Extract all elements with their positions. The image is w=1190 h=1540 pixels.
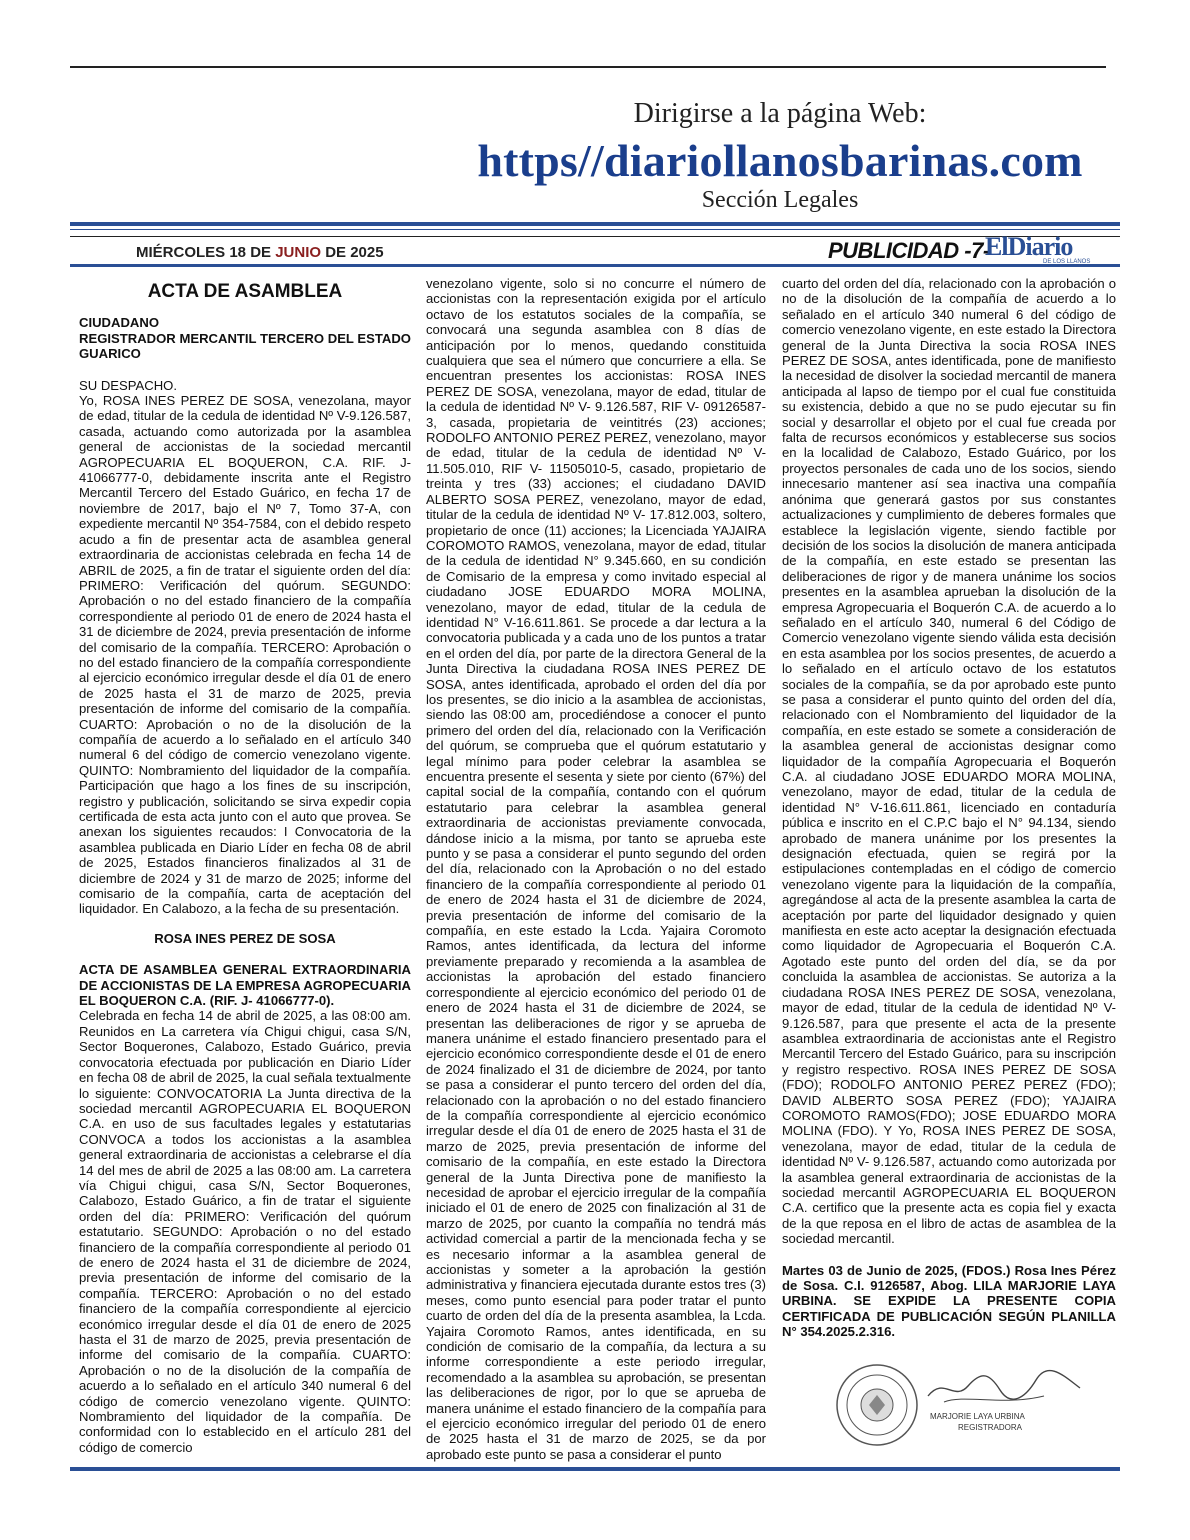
issue-date: MIÉRCOLES 18 DE JUNIO DE 2025 (136, 244, 384, 261)
signer-name: ROSA INES PEREZ DE SOSA (154, 930, 336, 946)
top-rule (70, 66, 1106, 68)
date-rule-top (70, 236, 1120, 237)
website-url[interactable]: https//diariollanosbarinas.com (477, 135, 1083, 186)
article-title: ACTA DE ASAMBLEA (147, 281, 343, 302)
web-line: Dirigirse a la página Web: (633, 98, 927, 129)
column-1 (79, 272, 411, 1455)
minutes-conclusion: cuarto del orden del día, relacionado con la aprobación o no de la disolución de la compañía de acuerdo a lo señalado en el artículo 340 numeral 6 del código de comercio venezolano vigente, en este estado la Directora general de la Junta Directiva la socia ROSA INES PEREZ DE SOSA, antes identificada, pone de manifiesto la necesidad de disolver la sociedad mercantil de manera anticipada al lapso de tiempo por el cual fue constituida su existencia, debido a que no se pudo ejecutar su fin social y desarrollar el objeto por el cual fue creada por falta de recursos económicos y establecerse sus socios en la localidad de Calabozo, Estado Guárico, por los proyectos personales de cada uno de los socios, siendo innecesario mantener así sea inactiva una compañía anónima que generará gastos por sus constantes actualizaciones y cumplimiento de deberes formales que establece la legislación vigente, siendo factible por decisión de los socios la disolución de manera anticipada de la compañía, en este estado se presentan las deliberaciones de rigor y de manera unánime los socios presentes en la asamblea aprueban la disolución de la empresa Agropecuaria el Boquerón C.A. de acuerdo a lo señalado en el artículo 340, numeral 6 del Código de Comercio venezolano vigente siendo válida esta decisión en esta asamblea por los socios presentes, de acuerdo a lo señalado en el artículo octavo de los estatutos sociales de la compañía, se da por aprobado este punto se pasa a considerar el punto quinto del orden del día, relacionado con el Nombramiento del liquidador de la compañía, en este estado se somete a consideración de la asamblea general de accionistas designar como liquidador de la compañía Agropecuaria el Boquerón C.A. al ciudadano JOSE EDUARDO MORA MOLINA, venezolano, mayor de edad, titular de la cedula de identidad N° V-16.611.861, licenciado en contaduría pública e inscrito en el C.P.C bajo el N° 94.134, siendo aprobado de manera unánime por los presentes la designación efectuada, quien se regirá por la estipulaciones contempladas en el código de comercio venezolano vigente para la liquidación de la compañía, agregándose al acta de la presente asamblea la carta de aceptación por parte del liquidador designado y quien manifiesta en este acto aceptar la designación efectuada como liquidador de Agropecuaria el Boquerón C.A. Agotado este punto del orden del día, se da por concluida la asamblea de accionistas. Se autoriza a la ciudadana ROSA INES PEREZ DE SOSA, venezolana, mayor de edad, titular de la cedula de identidad Nº V- 9.126.587, para que presente el acta de la presente asamblea extraordinaria de accionistas ante el Registro Mercantil Tercero del Estado Guárico, para su inscripción y registro respectivo. ROSA INES PEREZ DE SOSA (FDO); RODOLFO ANTONIO PEREZ PEREZ (FDO); DAVID ALBERTO SOSA PEREZ (FDO); YAJAIRA COROMOTO RAMOS(FDO); JOSE EDUARDO MORA MOLINA (FDO). Y Yo, ROSA INES PEREZ DE SOSA, venezolana, mayor de edad, titular de la cedula de identidad Nº V- 9.126.587, actuando como autorizada por la asamblea general extraordinaria de accionistas de la sociedad mercantil AGROPECUARIA EL BOQUERON C.A. certifico que la presente acta es copia fiel y exacta de la que reposa en el libro de actas de asamblea de la sociedad mercantil. (782, 276, 1116, 1247)
registry-stamp (834, 1362, 1084, 1452)
web-header (470, 98, 1090, 214)
logo-subtext: DE LOS LLANOS (1043, 259, 1091, 265)
minutes-heading: ACTA DE ASAMBLEA GENERAL EXTRAORDINARIA DE ACCIONISTAS DE LA EMPRESA AGROPECUARIA EL BOQUERON C.A. (RIF. J- 41066777-0). (79, 962, 411, 1009)
signatory-name: MARJORIE LAYA URBINA (930, 1412, 1025, 1421)
header-rule-thick (70, 222, 1120, 226)
certification-note: Martes 03 de Junio de 2025, (FDOS.) Rosa Ines Pérez de Sosa. C.I. 9126587, Abog. LILA MARJORIE LAYA URBINA. SE EXPIDE LA PRESENTE COPIA CERTIFICADA DE PUBLICACIÓN SEGÚN PLANILLA N° 354.2025.2.316. (782, 1262, 1116, 1340)
header-rule-thin (70, 229, 1120, 230)
footer-rule (70, 1467, 1120, 1471)
minutes-continued: venezolano vigente, solo si no concurre el número de accionistas con la representación exigida por el artículo octavo de los estatutos sociales de la compañía, se convocará una segunda asamblea con 8 días de anticipación por lo menos, quedando constituida cualquiera que sea el número que concurriere a ella. Se encuentran presentes los accionistas: ROSA INES PEREZ DE SOSA, venezolana, mayor de edad, titular de la cedula de identidad Nº V- 9.126.587, RIF V- 09126587-3, casada, propietaria de veintitrés (23) acciones; RODOLFO ANTONIO PEREZ PEREZ, venezolano, mayor de edad, titular de la cedula de identidad Nº V- 11.505.010, RIF V- 11505010-5, casado, propietario de treinta y tres (33) acciones; el ciudadano DAVID ALBERTO SOSA PEREZ, venezolano, mayor de edad, titular de la cedula de identidad Nº V- 17.812.003, soltero, propietario de once (11) acciones; la Licenciada YAJAIRA COROMOTO RAMOS, venezolana, mayor de edad, titular de la cedula de identidad N° 9.345.660, en su condición de Comisario de la empresa y como invitado especial al ciudadano JOSE EDUARDO MORA MOLINA, venezolano, mayor de edad, titular de la cedula de identidad N° V-16.611.861. Se procede a dar lectura a la convocatoria publicada y a cada uno de los puntos a tratar en el orden del día, por parte de la directora General de la Junta Directiva la ciudadana ROSA INES PEREZ DE SOSA, antes identificada, aprobado el orden del día por los presentes, se dio inicio a la asamblea de accionistas, siendo las 08:00 am, procediéndose a conocer el punto primero del orden del día, relacionado con la Verificación del quórum, se comprueba que el quórum estatutario y legal mínimo para poder celebrar la asamblea se encuentra presente el sesenta y siete por ciento (67%) del capital social de la compañía, contando con el quórum estatutario para celebrar la asamblea general extraordinaria de accionistas previamente convocada, dándose inicio a la misma, por tanto se aprueba este punto y se pasa a considerar el punto segundo del orden del día, relacionado con la Aprobación o no del estado financiero de la compañía correspondiente al periodo 01 de enero de 2024 hasta el 31 de diciembre de 2024, previa presentación de informe del comisario de la compañía, en este estado la Lcda. Yajaira Coromoto Ramos, antes identificada, da lectura del informe previamente preparado y recomienda a la asamblea de accionistas la aprobación del estado financiero correspondiente al ejercicio económico del periodo 01 de enero de 2024 hasta el 31 de diciembre de 2024, se presentan las deliberaciones de rigor y se aprueba de manera unánime el estado financiero presentado para el ejercicio económico correspondiente desde el 01 de enero de 2024 finalizado el 31 de diciembre de 2024, por tanto se pasa a considerar el punto tercero del orden del día, relacionado con la aprobación o no del estado financiero de la compañía correspondiente al ejercicio económico irregular desde el día 01 de enero de 2025 hasta el 31 de marzo de 2025, previa presentación de informe del comisario de la compañía, en este estado la Directora general de la Junta Directiva pone de manifiesto la necesidad de aprobar el ejercicio irregular de la compañía iniciado el 01 de enero de 2025 con finalización al 31 de marzo de 2025, por cuanto la compañía no tendrá más actividad comercial a partir de la mencionada fecha y se es necesario informar a la asamblea general de accionistas y someter a la aprobación la gestión administrativa y financiera ejecutada durante estos tres (3) meses, como punto esencial para poder tratar el punto cuarto de orden del día de la presenta asamblea, la Lcda. Yajaira Coromoto Ramos, antes identificada, en su condición de comisario de la compañía, da lectura a su informe correspondiente a este periodo irregular, recomendado a la asamblea su aprobación, se presentan las deliberaciones de rigor, por lo que se aprueba de manera unánime el estado financiero de la compañía para el ejercicio económico irregular del periodo 01 de enero de 2025 hasta el 31 de marzo de 2025, se da por aprobado este punto se pasa a considerar el punto (426, 276, 766, 1462)
seal-icon (834, 1362, 920, 1448)
column-2 (426, 276, 766, 1462)
page-tag: PUBLICIDAD -7- (828, 238, 990, 263)
signature-icon (924, 1366, 1084, 1410)
column-3 (782, 276, 1116, 1340)
date-rule-bottom (70, 264, 1120, 267)
newspaper-logo (985, 232, 1121, 266)
signatory-role: REGISTRADORA (958, 1423, 1023, 1432)
logo-text: ElDiario (985, 232, 1073, 261)
minutes-paragraph: Celebrada en fecha 14 de abril de 2025, a las 08:00 am. Reunidos en La carretera vía Chigui chigui, casa S/N, Sector Boquerones, Calabozo, Estado Guárico, previa convocatoria efectuada por publicación en Diario Líder en fecha 08 de abril de 2025, la cual señala textualmente lo siguiente: CONVOCATORIA La Junta directiva de la sociedad mercantil AGROPECUARIA EL BOQUERON C.A. en uso de sus facultades legales y estatutarias CONVOCA a todos los accionistas a la asamblea general extraordinaria de accionistas a celebrarse el día 14 del mes de abril de 2025 a las 08:00 am. La carretera vía Chigui chigui, casa S/N, Sector Boquerones, Calabozo, Estado Guárico, a fin de tratar el siguiente orden del día: PRIMERO: Verificación del quórum estatutario. SEGUNDO: Aprobación o no del estado financiero de la compañía correspondiente al periodo 01 de enero de 2024 hasta el 31 de diciembre de 2024, previa presentación de informe del comisario de la compañía. TERCERO: Aprobación o no del estado financiero de la compañía correspondiente al ejercicio económico irregular desde el día 01 de enero de 2025 hasta el 31 de marzo de 2025, previa presentación de informe del comisario de la compañía. CUARTO: Aprobación o no de la disolución de la compañía de acuerdo a lo señalado en el artículo 340 numeral 6 del código de comercio venezolano vigente. QUINTO: Nombramiento del liquidador de la compañía. De conformidad con lo establecido en el artículo 281 del código de comercio (79, 1008, 411, 1455)
section-label: Sección Legales (701, 187, 859, 213)
request-paragraph: SU DESPACHO. Yo, ROSA INES PEREZ DE SOSA, venezolana, mayor de edad, titular de la cedula de identidad Nº V-9.126.587, casada, actuando como autorizada por la asamblea general de accionistas de la sociedad mercantil AGROPECUARIA EL BOQUERON, C.A. RIF. J- 41066777-0, debidamente inscrita ante el Registro Mercantil Tercero del Estado Guárico, en fecha 17 de noviembre de 2017, bajo el Nº 7, Tomo 37-A, con expediente mercantil Nº 354-7584, con el debido respeto acudo a fin de presentar acta de asamblea general extraordinaria de accionistas celebrada en fecha 14 de ABRIL de 2025, a fin de tratar el siguiente orden del día: PRIMERO: Verificación del quórum. SEGUNDO: Aprobación o no del estado financiero de la compañía correspondiente al periodo 01 de enero de 2024 hasta el 31 de diciembre de 2024, previa presentación de informe del comisario de la compañía. TERCERO: Aprobación o no del estado financiero de la compañía correspondiente al ejercicio económico irregular desde el día 01 de enero de 2025 hasta el 31 de marzo de 2025, previa presentación de informe del comisario de la compañía. CUARTO: Aprobación o no de la disolución de la compañía de acuerdo a lo señalado en el artículo 340 numeral 6 del código de comercio venezolano vigente. QUINTO: Nombramiento del liquidador de la compañía. Participación que hago a los fines de su inscripción, registro y publicación, solicitando se sirva expedir copia certificada de esta acta junto con el auto que provea. Se anexan los siguientes recaudos: I Convocatoria de la asamblea publicada en Diario Líder en fecha 08 de abril de 2025, Estados financieros finalizados al 31 de diciembre de 2024 y 31 de marzo de 2025; informe del comisario de la compañía, carta de aceptación del liquidador. En Calabozo, a la fecha de su presentación. (79, 377, 411, 917)
addressee: CIUDADANO REGISTRADOR MERCANTIL TERCERO DEL ESTADO GUARICO (79, 315, 411, 362)
